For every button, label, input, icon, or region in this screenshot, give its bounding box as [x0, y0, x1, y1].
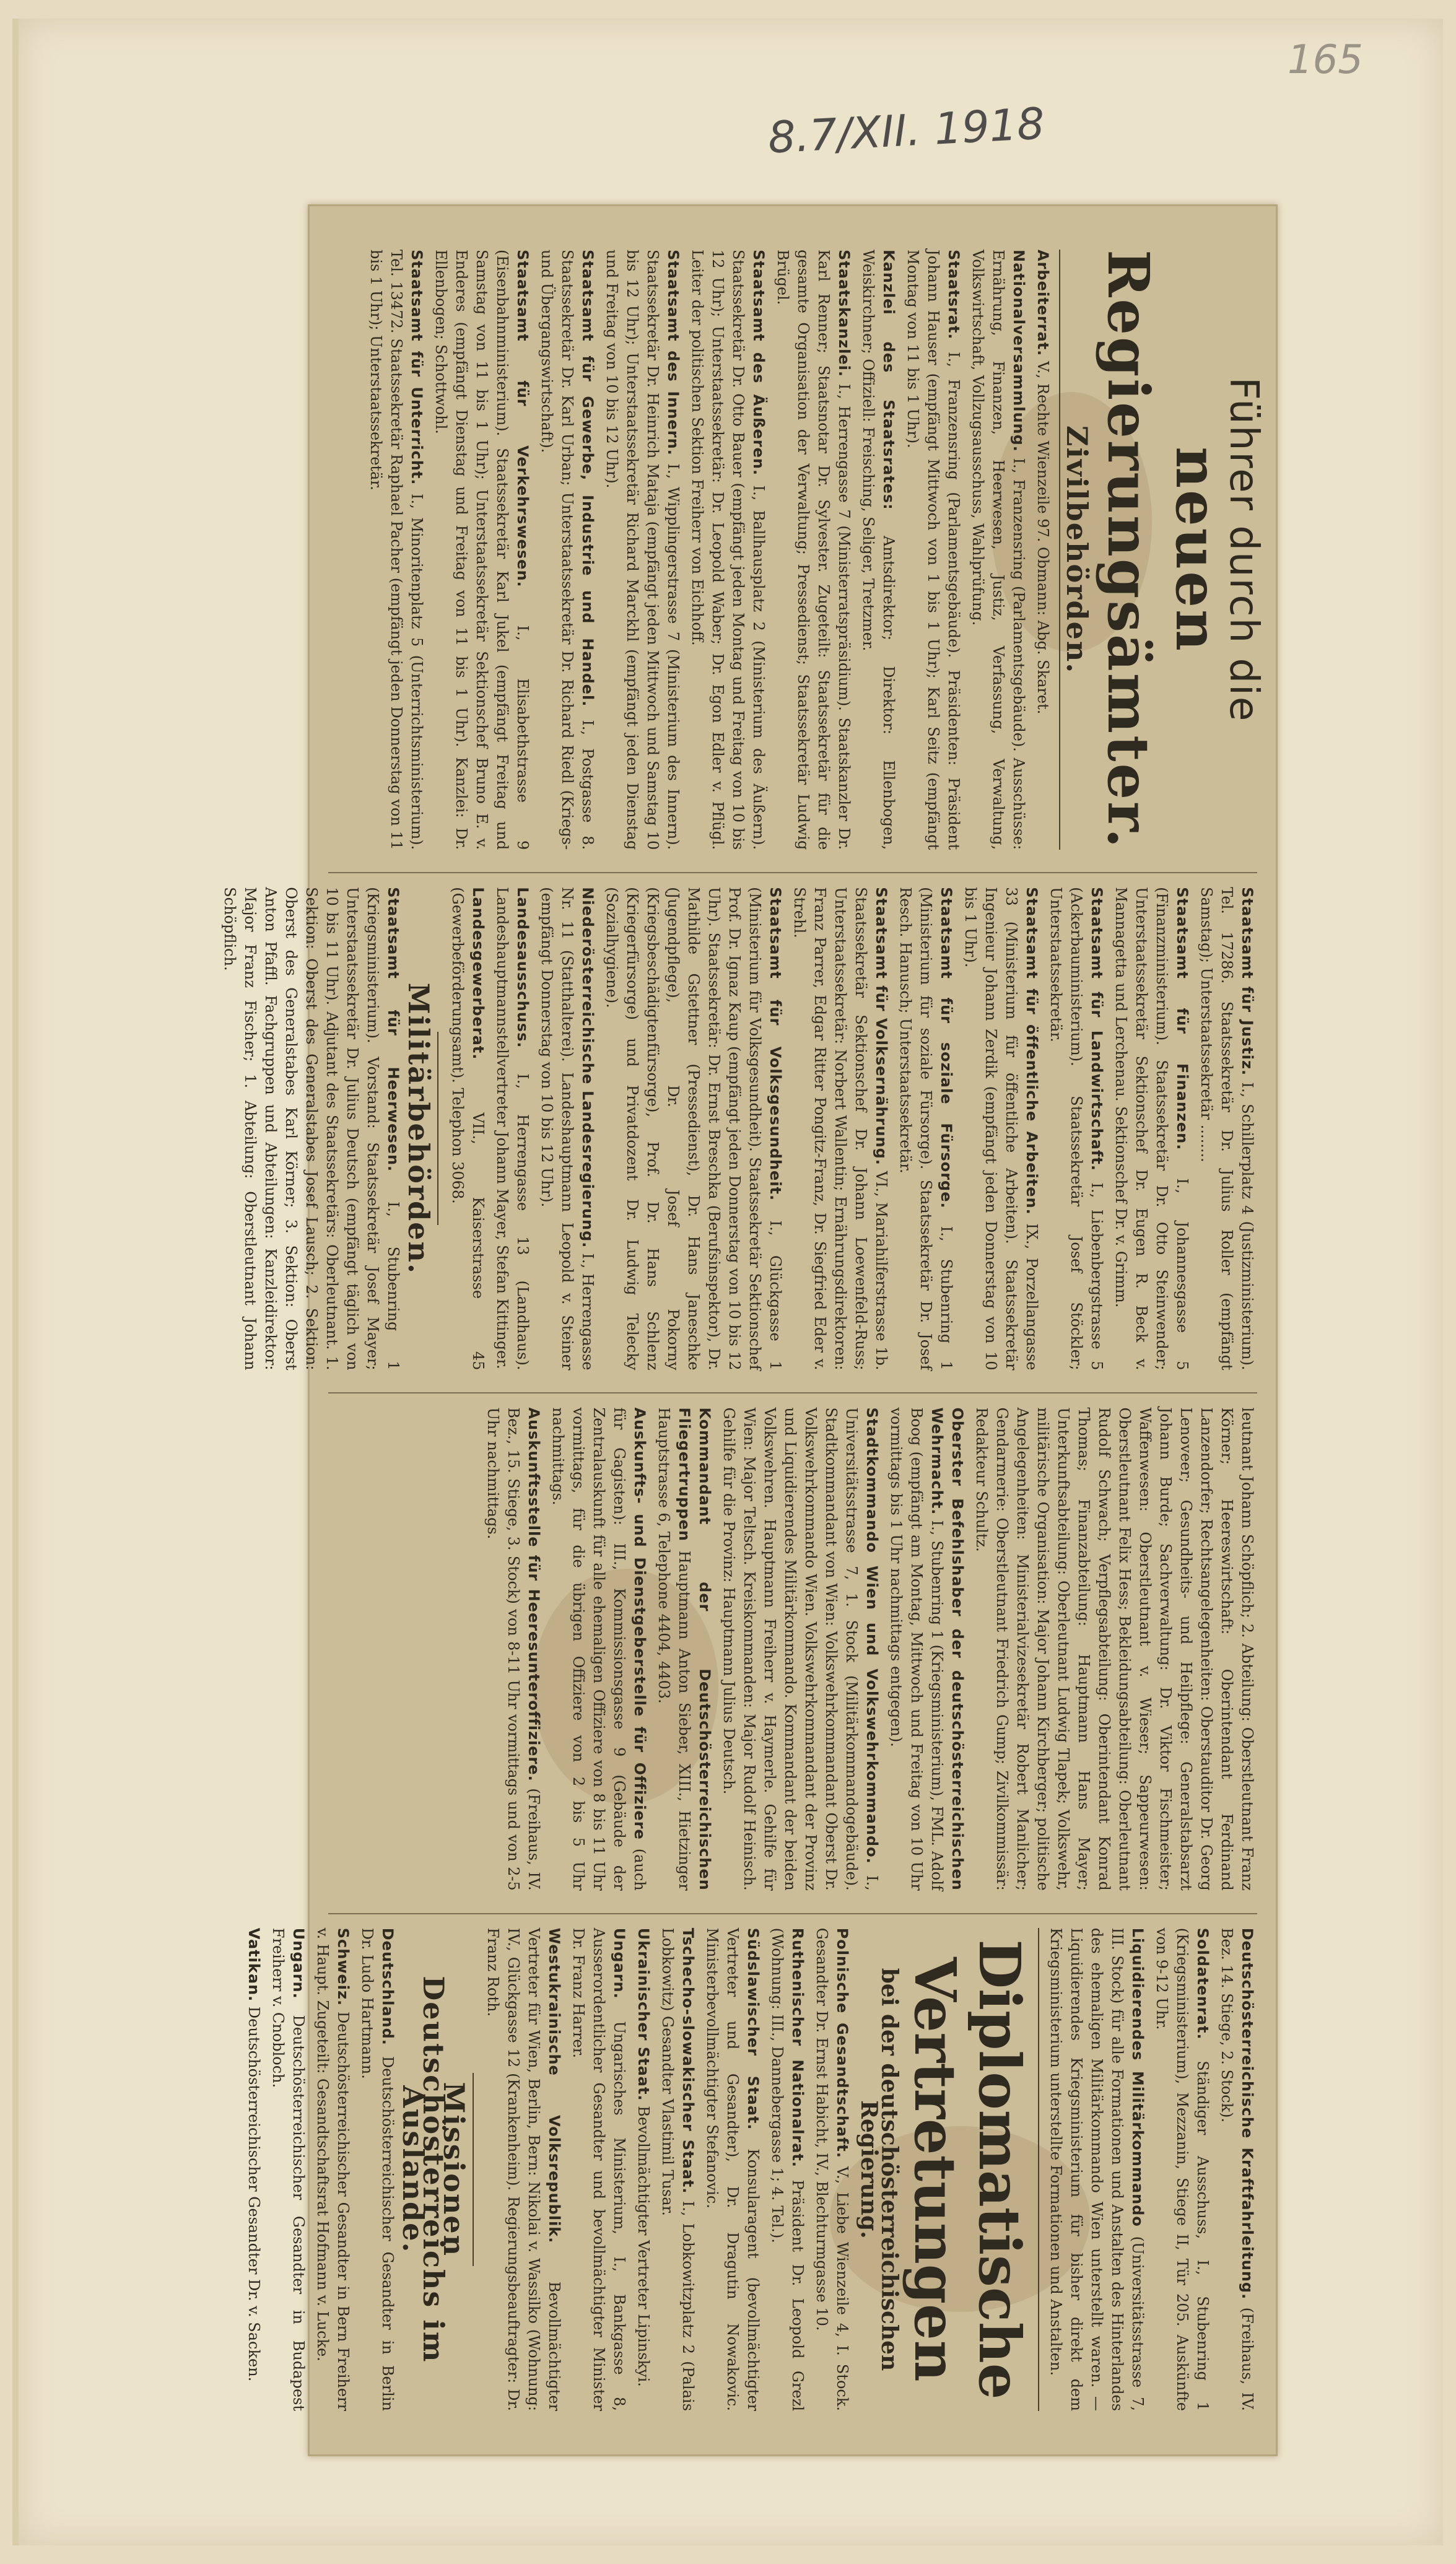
- entry-text: Deutschösterreichischer Gesandter in Budapest Freiherr v. Cnobloch.: [269, 1927, 307, 2412]
- directory-entry: [1045, 887, 1107, 1370]
- directory-entry: [365, 250, 427, 850]
- entry-text: (Freihaus, IV. Bez. 14. Stiege, 2. Stock).: [1218, 1927, 1256, 2411]
- entry-text: Hauptmann Anton Sieber, XIII., Hietzinger Hauptstrasse 6, Telephone 4404, 4403.: [655, 1407, 693, 1891]
- diplomatic-subtitle: bei der deutschösterreichischen Regierung.: [856, 1968, 902, 2371]
- directory-entry: [492, 887, 533, 1370]
- entry-heading: Auskunfts- und Dienstgeberstelle für Offiziere: [631, 1407, 648, 1840]
- entry-text: I., Glückgasse 1 (Ministerium für Volksgesundheit). Staatssekretär Sektionschef Prof. Dr. Ignaz Kaup (empfängt jeden Donnerstag von 10 bis 12 Uhr). Staatssekretär: Dr. Ernst Breschka (Berufsinspektor), Dr. Mathilde Gstettner (Pressedienst), Dr. Hans Janeschke (Jugendpflege), Dr. Josef Pokorny (Kriegsbeschädigtenfürsorge), Prof. Dr. Hans Schlenz (Kriegerfürsorge) und Privatdozent Dr. Ludwig Telecky (Sozialhygiene).: [603, 887, 784, 1371]
- entry-text: VI., Mariahilferstrasse 1b. Staatssekretär Sektionschef Dr. Johann Loewenfeld-Russ; Unterstaatssekretär: Norbert Wallentin; Ernährungsdirektoren: Franz Parrer, Edgar Ritter Pongitz-Franz, Dr. Siegfried Eder v. Strehl.: [791, 887, 890, 1371]
- entry-list: [243, 1928, 398, 2411]
- entry-heading: Staatsamt des Äußeren.: [750, 250, 767, 476]
- entry-text: (auch für Gagisten): III., Kommissionsgasse 9 (Gebäude der Zentralauskunft für alle ehemaligen Offiziere von 8 bis 11 Uhr vormittags, für die übrigen Offiziere von 2 bis 5 Uhr nachmittags.: [549, 1407, 648, 1891]
- entry-heading: Ukrainischer Staat.: [635, 1927, 652, 2101]
- entry-heading: Ungarn.: [290, 1927, 307, 1999]
- directory-entry: [268, 1928, 308, 2411]
- entry-text: Ständiger Ausschuss, I., Stubenring 1 (Kriegsministerium), Mezzanin, Stiege II, Tür 205. Auskünfte von 9-12 Uhr.: [1153, 1927, 1211, 2412]
- entry-text: I., Herrengasse Nr. 11 (Statthalterei). Landeshauptmann Leopold v. Steiner (empfängt Donnerstag von 10 bis 12 Uhr).: [538, 887, 596, 1371]
- entry-heading: Oberster Befehlshaber der deutschösterreichischen Wehrmacht.: [928, 1407, 966, 1891]
- section-title-civil: Zivilbehörden.: [1060, 425, 1094, 674]
- entry-text: V., Liebe Wienzeile 4, I. Stock. Gesandter Dr. Ernst Habicht, IV., Blechturmgasse 10.: [813, 1927, 851, 2412]
- divider: [473, 2073, 474, 2266]
- missions-title: Missionen Deutschösterreichs im Auslande.: [396, 1976, 471, 2363]
- entry-list: [365, 250, 1053, 850]
- page-number: 165: [1287, 37, 1363, 83]
- entry-heading: Nationalversammlung.: [1010, 250, 1027, 452]
- column-4: [245, 1913, 1257, 2417]
- directory-entry: [1032, 250, 1053, 850]
- directory-entry: [1196, 887, 1257, 1370]
- directory-entry: [568, 1928, 629, 2411]
- directory-entry: [967, 250, 1029, 850]
- entry-text: I., Liebenbergstrasse 5 (Ackerbauministerium). Staatssekretär Josef Stöckler; Unterstaatssekretär.: [1047, 887, 1105, 1371]
- directory-entry: [858, 250, 899, 850]
- entry-text: VII., Kaiserstrasse 45 (Gewerbeförderungsamt). Telephon 3068.: [449, 887, 487, 1371]
- directory-entry: [536, 250, 598, 850]
- divider: [1038, 1928, 1039, 2411]
- entry-text: I., Wipplingerstrasse 7 (Ministerium des Innern). Staatssekretär Dr. Heinrich Mataja (empfängt jeden Mittwoch und Samstag 10 bis 12 Uhr); Unterstaatssekretär Richard Marckhl (empfängt jeden Dienstag und Freitag von 10 bis 12 Uhr).: [603, 250, 682, 850]
- directory-entry: [601, 887, 785, 1370]
- directory-entry: [811, 1928, 852, 2411]
- entry-text: Präsident Dr. Leopold Grezl (Wohnung: III., Dannebergasse 1; 4. Tel.).: [769, 1927, 806, 2412]
- entry-heading: Südslawischer Staat.: [744, 1927, 762, 2130]
- directory-entry: [243, 1928, 264, 2411]
- newspaper-clipping: [221, 204, 1278, 2456]
- entry-text: Ungarisches Ministerium, I., Bankgasse 8, Ausserordentlicher Gesandter und bevollmächtigter Minister Dr. Franz Harrer.: [570, 1927, 628, 2412]
- entry-heading: Staatsamt für öffentliche Arbeiten.: [1023, 887, 1040, 1215]
- entry-text: Deutschösterreichischer Gesandter Dr. v. Sacken.: [245, 2006, 263, 2382]
- directory-entry: [547, 1407, 650, 1890]
- directory-entry: [482, 1407, 544, 1890]
- entry-heading: Tschecho-slowakischer Staat.: [679, 1927, 697, 2194]
- entry-heading: Staatsamt für Finanzen.: [1174, 887, 1191, 1151]
- entry-heading: Kanzlei des Staatsrates:: [880, 250, 897, 510]
- entry-text: I., Johannesgasse 5 (Finanzministerium). Staatssekretär Dr. Otto Steinwender; Unterstaatssekretär Sektionschef Dr. Eugen R. Beck v. Mannagetta und Lerchenau. Sektionschef Dr. v. Grimm.: [1112, 887, 1191, 1371]
- entry-text: Bevollmächtigter Vertreter Lipinskyi.: [635, 2106, 652, 2387]
- entry-heading: Staatsamt für Volksgesundheit.: [767, 887, 784, 1201]
- directory-entry: [895, 887, 956, 1370]
- entry-text: Amtsdirektor; Direktor: Ellenbogen, Weiskirchner; Offiziell: Freisching, Seliger, Tretzmer.: [860, 250, 897, 850]
- directory-entry: [789, 887, 891, 1370]
- entry-text: I., Herrengasse 7 (Ministerratspräsidium). Staatskanzler Dr. Karl Renner; Staatsnotar Dr. Sylvester. Zugeteilt: Staatssekretär für die gesamte Organisation der Verwaltung; Pressedienst; Staatssekretär Ludwig Brügel.: [774, 250, 853, 850]
- masthead-title: neuen Regierungsämter.: [1095, 250, 1230, 850]
- directory-entry: [601, 250, 683, 850]
- masthead-super-title: Führer durch die: [1221, 377, 1266, 723]
- directory-entry: [1216, 1928, 1257, 2411]
- entry-text: I., Ballhausplatz 2 (Ministerium des Äußern). Staatssekretär Dr. Otto Bauer (empfängt jeden Montag und Freitag von 10 bis 12 Uhr); Unterstaatssekretär: Dr. Leopold Waber; Dr. Egon Edler v. Pflügl. Leiter der politischen Sektion Freiherr von Eichhoff.: [689, 250, 767, 850]
- entry-list: [482, 1407, 1257, 1890]
- directory-entry: [1045, 1928, 1148, 2411]
- entry-list: [1045, 1928, 1257, 2411]
- directory-entry: [633, 1928, 653, 2411]
- directory-entry: [357, 1928, 398, 2411]
- entry-heading: Ungarn.: [611, 1927, 628, 1999]
- entry-heading: Staatsamt für Heerwesen.: [385, 887, 402, 1172]
- entry-heading: Staatsamt für Verkehrswesen.: [514, 250, 531, 588]
- entry-text: I., Franzensring (Parlamentsgebäude). Ausschüsse: Ernährung, Finanzen, Heerwesen, Justiz, Verfassung, Verwaltung, Volkswirtschaft, Vollzugsausschuss, Wahlprüfung.: [969, 250, 1027, 850]
- directory-entry: [653, 1407, 715, 1890]
- directory-entry: [536, 887, 598, 1370]
- entry-list: [447, 887, 1257, 1370]
- directory-entry: [657, 1928, 698, 2411]
- entry-text: (Universitätsstrasse 7, III. Stock) für alle Formationen und Anstalten des Hinterlandes des ehemaligen Militärkommando Wien unterstellt waren. — Liquidierendes Kriegsministerium für bisher direkt dem Kriegsministerium unterstellte Formationen und Anstalten.: [1047, 1927, 1146, 2412]
- directory-entry: [219, 887, 403, 1370]
- entry-heading: Ruthenischer Nationalrat.: [789, 1927, 806, 2168]
- entry-heading: Polnische Gesandtschaft.: [834, 1927, 851, 2159]
- entry-text: leutnant Johann Schöpflich; 2. Abteilung: Oberstleutnant Franz Körner; Heereswirtschaft: Oberintendant Ferdinand Lanzendorfer; Rechtsangelegenheiten: Oberstauditor Dr. Georg Lenoveer; Gesundheits- und Heilpflege: Generalstabsarzt Johann Burde; Sachverwaltung: Dr. Viktor Fischmeister; Waffenwesen: Oberstleutnant v. Wieser; Sappeurwesen: Oberstleutnant Felix Hess; Bekleidungsabteilung: Oberleutnant Rudolf Schwach; Verpflegsabteilung: Oberintendant Konrad Thomas; Finanzabteilung: Hauptmann Hans Mayer; Unterkunftsabteilung: Oberleutnant Ludwig Tlapek; Volkswehr, militärische Organisation: Major Johann Kirchberger; politische Angelegenheiten: Ministerialvizesekretär Robert Manlicher; Gendarmerie: Oberstleutnant Friedrich Gump; Zivilkommissär: Redakteur Schultz.: [973, 1407, 1256, 1891]
- column-2: [221, 872, 1257, 1376]
- directory-entry: [312, 1928, 353, 2411]
- directory-entry: [772, 250, 854, 850]
- entry-text: I., Lobkowitzplatz 2 (Palais Lobkowitz) Gesandter Vlastimil Tusar.: [659, 1927, 697, 2412]
- entry-heading: Staatsamt für Volksernährung.: [873, 887, 890, 1166]
- entry-heading: Staatsamt für Gewerbe, Industrie und Handel.: [579, 250, 596, 707]
- entry-text: IX., Porzellangasse 33 (Ministerium für öffentliche Arbeiten). Staatssekretär Ingenieur Johann Zerdik (empfängt jeden Donnerstag von 10 bis 1 Uhr).: [962, 887, 1040, 1371]
- directory-entry: [971, 1407, 1257, 1890]
- entry-text: (Freihaus, IV. Bez., 15. Stiege, 3. Stock) von 8-11 Uhr vormittags und von 2-5 Uhr nachmittags.: [484, 1407, 543, 1891]
- directory-entry: [960, 887, 1042, 1370]
- directory-entry: [886, 1407, 967, 1890]
- entry-heading: Niederösterreichische Landesregierung.: [579, 887, 596, 1249]
- entry-text: I., Stubenring 1 (Kriegsministerium). Vorstand: Staatssekretär Josef Mayer; Unterstaatssekretär Dr. Julius Deutsch (empfängt täglich von 10 bis 11 Uhr). Adjutant des Staatssekretärs: Oberleutnant. 1. Sektion: Oberst des Generalstabes Josef Lausch; 2. Sektion: Oberst des Generalstabes Karl Körner; 3. Sektion: Oberst Anton Pfaffl. Fachgruppen und Abteilungen: Kanzleidirektor: Major Franz Fischer; 1. Abteilung: Oberstleutnant Johann Schöpflich.: [221, 887, 402, 1371]
- entry-heading: Auskunftsstelle für Heeresunteroffiziere.: [525, 1407, 543, 1782]
- diplomatic-title: Diplomatische Vertretungen: [902, 1939, 1033, 2400]
- column-1: [328, 243, 1266, 856]
- entry-heading: Staatskanzlei.: [835, 250, 853, 377]
- entry-text: I., Elisabethstrasse 9 (Eisenbahnministerium). Staatssekretär Karl Jukel (empfängt Freitag und Samstag von 11 bis 1 Uhr); Unterstaatssekretär Sektionschef Bruno E. v. Enderes (empfängt Dienstag und Freitag von 11 bis 1 Uhr). Kanzlei: Dr. Ellenbogen; Schottwohl.: [432, 250, 531, 850]
- entry-text: Bevollmächtigter Vertreter für Wien, Berlin, Bern: Nikolai v. Wassilko (Wohnung: IV., Glückgasse 12 (Krankenheim). Regierungsbeauftragter: Dr. Franz Roth.: [484, 1927, 563, 2412]
- entry-heading: Staatsamt für Landwirtschaft.: [1088, 887, 1105, 1171]
- entry-heading: Staatsamt für soziale Fürsorge.: [938, 887, 955, 1209]
- directory-entry: [1151, 1928, 1213, 2411]
- section-title-military: Militärbehörden.: [402, 982, 435, 1275]
- directory-entry: [902, 250, 964, 850]
- entry-text: I., Postgasse 8. Staatssekretär Dr. Karl Urban; Unterstaatssekretär Dr. Richard Riedl (Kriegs- und Übergangswirtschaft).: [538, 250, 596, 850]
- entry-text: Deutschösterreichischer Gesandter in Bern Freiherr v. Haupt. Zugeteilt: Gesandtschaftsrat Hofmann v. Lucke.: [314, 1927, 352, 2412]
- entry-heading: Vatikan.: [245, 1927, 263, 2002]
- directory-entry: [718, 1407, 882, 1890]
- divider: [437, 1032, 438, 1225]
- entry-heading: Kommandant der Deutschösterreichischen Fliegertruppen: [676, 1407, 713, 1891]
- entry-text: V., Rechte Wienzeile 97. Obmann: Abg. Skaret.: [1034, 360, 1052, 715]
- entry-text: I., Stubenring 1 (Ministerium für soziale Fürsorge). Staatssekretär Dr. Josef Resch. Hanusch; Unterstaatssekretär.: [897, 887, 955, 1371]
- entry-list: [219, 887, 403, 1370]
- entry-text: I., Herrengasse 13 (Landhaus). Landeshauptmannstellvertreter Johann Mayer, Stefan Kittinger.: [494, 887, 531, 1371]
- entry-text: I., Schillerplatz 4 (Justizministerium). Tel. 17286. Staatssekretär Dr. Julius Roller (empfängt Samstag); Unterstaatssekretär ........: [1198, 887, 1256, 1371]
- entry-text: I., Universitätsstrasse 7, 1. Stock (Militärkommandogebäude). Stadtkommandant von Wien: Volkswehrkommandant Oberst Dr. Volkswehrkommando Wien. Volkswehrkommandant der Provinz und Liquidierendes Militärkommando. Kommandant der beiden Volkswehren. Hauptmann Freiherr v. Haymerle. Gehilfe für Wien: Major Teltsch. Kreiskommanden: Major Rudolf Heinisch. Gehilfe für die Provinz: Hauptmann Julius Deutsch.: [720, 1407, 881, 1891]
- directory-entry: [687, 250, 769, 850]
- entry-text: I., Franzensring (Parlamentsgebäude). Präsidenten: Präsident Johann Hauser (empfängt Mittwoch von 1 bis 1 Uhr); Karl Seitz (empfängt Montag von 11 bis 1 Uhr).: [904, 250, 962, 850]
- entry-text: Deutschösterreichischer Gesandter in Berlin Dr. Ludo Hartmann.: [359, 1927, 396, 2412]
- entry-heading: Westukrainische Volksrepublik.: [546, 1927, 563, 2244]
- entry-text: Konsularagent (bevollmächtigter Vertreter und Gesandter), Dr. Dragutin Nowakovic. Ministerbevollmächtigter Stefanovic.: [704, 1927, 762, 2412]
- entry-heading: Arbeiterrat.: [1034, 250, 1052, 357]
- column-3: [328, 1392, 1257, 1896]
- entry-text: I., Stubenring 1 (Kriegsministerium), FML. Adolf Boog (empfängt am Montag, Mittwoch und Freitag von 10 Uhr vormittags bis 1 Uhr nachmittags entgegen).: [887, 1407, 946, 1891]
- entry-heading: Stadtkommando Wien und Volkswehrkommando.: [863, 1407, 881, 1864]
- entry-heading: Soldatenrat.: [1194, 1927, 1211, 2040]
- directory-entry: [482, 1928, 564, 2411]
- entry-heading: Staatsrat.: [945, 250, 962, 340]
- directory-entry: [702, 1928, 763, 2411]
- entry-list: [482, 1928, 852, 2411]
- entry-heading: Landesausschuss.: [514, 887, 531, 1049]
- entry-heading: Deutschösterreichische Kraftfahrleitung.: [1239, 1927, 1256, 2300]
- directory-entry: [447, 887, 488, 1370]
- handwritten-date: 8.7/XII. 1918: [767, 98, 1046, 164]
- entry-heading: Liquidierendes Militärkommando: [1129, 1927, 1146, 2227]
- entry-text: I., Minoritenplatz 5 (Unterrichtsministerium). Tel. 13472. Staatssekretär Raphael Pacher (empfängt jeden Donnerstag von 11 bis 1 Uhr); Unterstaatssekretär.: [367, 250, 425, 850]
- entry-heading: Deutschland.: [379, 1927, 396, 2046]
- directory-entry: [767, 1928, 808, 2411]
- entry-heading: Landesgewerberat.: [469, 887, 487, 1060]
- entry-heading: Staatsamt für Unterricht.: [408, 250, 425, 486]
- directory-entry: [430, 250, 533, 850]
- directory-entry: [1110, 887, 1192, 1370]
- entry-heading: Staatsamt für Justiz.: [1239, 887, 1256, 1076]
- entry-heading: Schweiz.: [334, 1927, 352, 2007]
- entry-heading: Staatsamt des Innern.: [665, 250, 682, 456]
